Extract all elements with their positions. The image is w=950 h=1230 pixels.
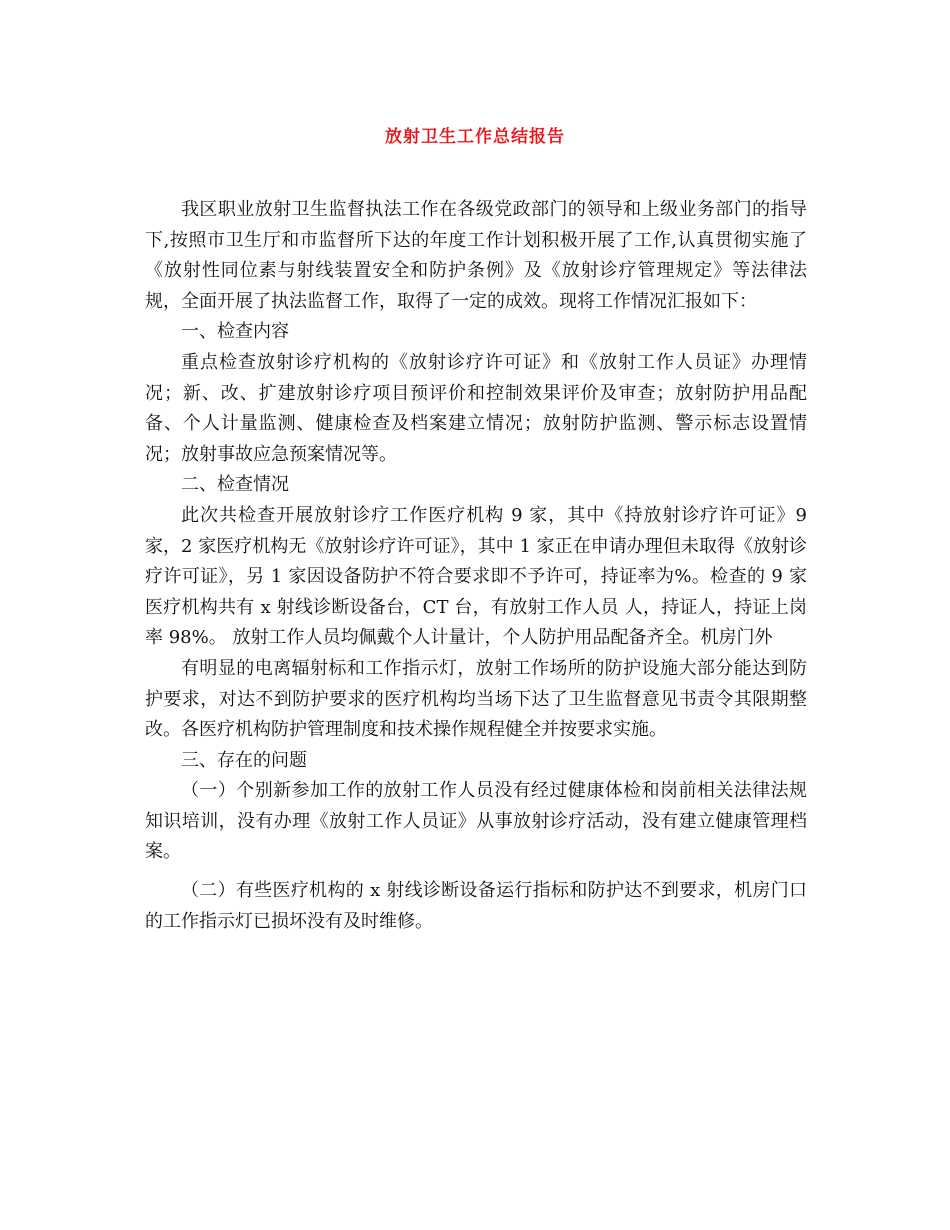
section-heading-existing-problems: 三、存在的问题 (181, 749, 307, 771)
document-title: 放射卫生工作总结报告 (385, 127, 565, 147)
paragraph-problem-1: （一）个别新参加工作的放射工作人员没有经过健康体检和岗前相关法律法规知识培训，没有办理《放射工作人员证》从事放射诊疗活动，没有建立健康管理档案。 (145, 780, 807, 863)
paragraph-inspection-content: 重点检查放射诊疗机构的《放射诊疗许可证》和《放射工作人员证》办理情况；新、改、扩建放射诊疗项目预评价和控制效果评价及审查；放射防护用品配备、个人计量监测、健康检查及档案建立情况；放射防护监测、警示标志设置情况；放射事故应急预案情况等。 (145, 351, 807, 465)
section-heading-inspection-status: 二、检查情况 (181, 474, 289, 496)
paragraph-inspection-status-continued: 有明显的电离辐射标和工作指示灯，放射工作场所的防护设施大部分能达到防护要求，对达不到防护要求的医疗机构均当场下达了卫生监督意见书责令其限期整改。各医疗机构防护管理制度和技术操作规程健全并按要求实施。 (145, 657, 807, 741)
document-body (145, 195, 807, 937)
paragraph-problem-2: （二）有些医疗机构的 x 射线诊断设备运行指标和防护达不到要求，机房门口的工作指示灯已损坏没有及时维修。 (145, 880, 807, 932)
section-heading-inspection-content: 一、检查内容 (181, 321, 289, 343)
paragraph-intro: 我区职业放射卫生监督执法工作在各级党政部门的领导和上级业务部门的指导下,按照市卫生厅和市监督所下达的年度工作计划积极开展了工作,认真贯彻实施了《放射性同位素与射线装置安全和防护条例》及《放射诊疗管理规定》等法律法规，全面开展了执法监督工作，取得了一定的成效。现将工作情况汇报如下： (145, 199, 807, 312)
paragraph-inspection-status: 此次共检查开展放射诊疗工作医疗机构 9 家，其中《持放射诊疗许可证》9 家，2 家医疗机构无《放射诊疗许可证》，其中 1 家正在申请办理但未取得《放射诊疗许可证》，另 1 家因设备防护不符合要求即不予许可，持证率为%。检查的 9 家医疗机构共有 x 射线诊断设备台，CT 台，有放射工作人员 人，持证人，持证上岗率 98%。 放射工作人员均佩戴个人计量计，个人防护用品配备齐全。机房门外 (145, 504, 807, 649)
